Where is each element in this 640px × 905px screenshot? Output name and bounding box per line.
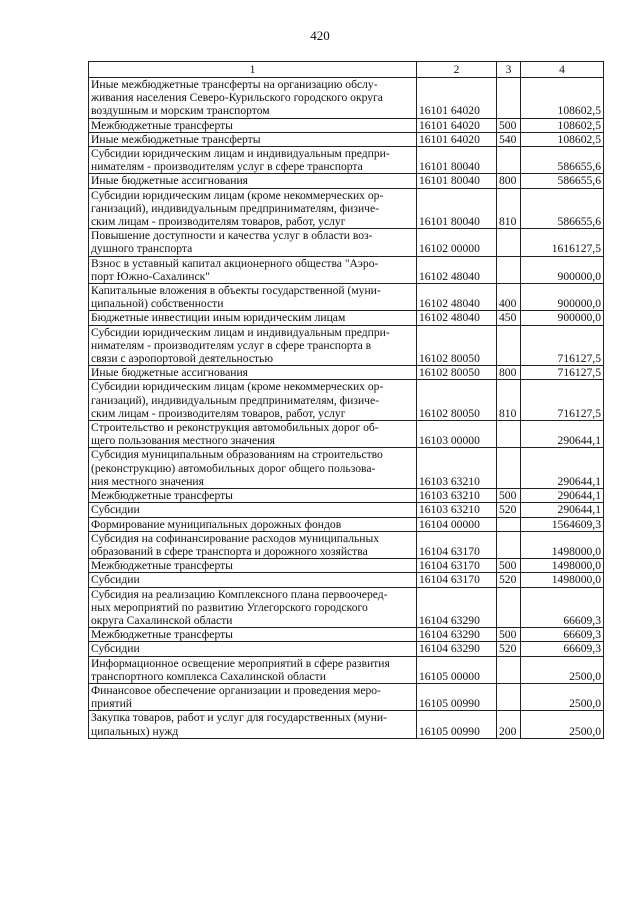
cell-type xyxy=(497,587,521,628)
cell-sum: 2500,0 xyxy=(521,711,604,738)
cell-name: Иные бюджетные ассигнования xyxy=(89,174,417,188)
cell-code: 16105 00990 xyxy=(417,711,497,738)
cell-type: 520 xyxy=(497,503,521,517)
cell-type: 520 xyxy=(497,573,521,587)
cell-code: 16105 00990 xyxy=(417,683,497,710)
cell-name: Иные бюджетные ассигнования xyxy=(89,366,417,380)
table-row xyxy=(89,256,604,283)
cell-code: 16105 00000 xyxy=(417,656,497,683)
page-number: 420 xyxy=(310,28,330,43)
cell-type: 800 xyxy=(497,174,521,188)
table-row xyxy=(89,642,604,656)
cell-name: Субсидии юридическим лицам (кроме некоммерческих ор- ганизаций), индивидуальным предпринимателям, физиче- ским лицам - производителям товаров, работ, услуг xyxy=(89,380,417,421)
table-row xyxy=(89,380,604,421)
cell-type xyxy=(497,656,521,683)
table-row xyxy=(89,366,604,380)
cell-code: 16101 64020 xyxy=(417,132,497,146)
cell-code: 16104 63170 xyxy=(417,531,497,558)
table-row xyxy=(89,573,604,587)
cell-code: 16101 80040 xyxy=(417,174,497,188)
cell-sum: 290644,1 xyxy=(521,448,604,489)
cell-name: Формирование муниципальных дорожных фондов xyxy=(89,517,417,531)
table-row xyxy=(89,711,604,738)
table-row xyxy=(89,587,604,628)
table-header-row xyxy=(89,62,604,78)
cell-code: 16103 63210 xyxy=(417,489,497,503)
table-row xyxy=(89,147,604,174)
cell-code: 16104 63290 xyxy=(417,587,497,628)
cell-name: Информационное освещение мероприятий в сфере развития транспортного комплекса Сахалинской области xyxy=(89,656,417,683)
cell-sum: 1498000,0 xyxy=(521,531,604,558)
table-row xyxy=(89,628,604,642)
cell-name: Повышение доступности и качества услуг в области воз- душного транспорта xyxy=(89,229,417,256)
cell-code: 16102 80050 xyxy=(417,380,497,421)
cell-name: Строительство и реконструкция автомобильных дорог об- щего пользования местного значения xyxy=(89,421,417,448)
cell-name: Межбюджетные трансферты xyxy=(89,489,417,503)
cell-type: 200 xyxy=(497,711,521,738)
cell-type: 500 xyxy=(497,559,521,573)
cell-code: 16102 00000 xyxy=(417,229,497,256)
cell-name: Субсидии xyxy=(89,573,417,587)
table-row xyxy=(89,489,604,503)
cell-name: Взнос в уставный капитал акционерного общества "Аэро- порт Южно-Сахалинск" xyxy=(89,256,417,283)
cell-name: Межбюджетные трансферты xyxy=(89,118,417,132)
cell-name: Субсидии юридическим лицам и индивидуальным предпри- нимателям - производителям услуг в сфере транспорта в связи с аэропортовой деятельностью xyxy=(89,325,417,366)
table-row xyxy=(89,229,604,256)
cell-sum: 716127,5 xyxy=(521,366,604,380)
table-row xyxy=(89,174,604,188)
table-row xyxy=(89,284,604,311)
table-row xyxy=(89,325,604,366)
table-row xyxy=(89,656,604,683)
column-header-code: 2 xyxy=(417,62,497,78)
cell-type: 400 xyxy=(497,284,521,311)
cell-code: 16103 63210 xyxy=(417,448,497,489)
budget-table xyxy=(88,61,604,739)
cell-type xyxy=(497,683,521,710)
cell-name: Субсидии юридическим лицам (кроме некоммерческих ор- ганизаций), индивидуальным предпринимателям, физиче- ским лицам - производителям товаров, работ, услуг xyxy=(89,188,417,229)
cell-type xyxy=(497,517,521,531)
cell-code: 16101 64020 xyxy=(417,78,497,119)
cell-sum: 108602,5 xyxy=(521,132,604,146)
cell-type xyxy=(497,421,521,448)
cell-sum: 1616127,5 xyxy=(521,229,604,256)
cell-sum: 290644,1 xyxy=(521,489,604,503)
table-row xyxy=(89,78,604,119)
cell-type: 520 xyxy=(497,642,521,656)
cell-name: Бюджетные инвестиции иным юридическим лицам xyxy=(89,311,417,325)
table-row xyxy=(89,448,604,489)
cell-sum: 586655,6 xyxy=(521,147,604,174)
cell-code: 16104 63290 xyxy=(417,628,497,642)
cell-type: 810 xyxy=(497,380,521,421)
cell-name: Субсидия на софинансирование расходов муниципальных образований в сфере транспорта и дорожного хозяйства xyxy=(89,531,417,558)
cell-sum: 1564609,3 xyxy=(521,517,604,531)
cell-name: Иные межбюджетные трансферты на организацию обслу- живания населения Северо-Курильского городского округа воздушным и морским транспортом xyxy=(89,78,417,119)
table-row xyxy=(89,118,604,132)
cell-type: 810 xyxy=(497,188,521,229)
cell-type xyxy=(497,531,521,558)
cell-sum: 900000,0 xyxy=(521,284,604,311)
cell-type xyxy=(497,147,521,174)
cell-code: 16104 63170 xyxy=(417,573,497,587)
cell-sum: 108602,5 xyxy=(521,118,604,132)
cell-type: 450 xyxy=(497,311,521,325)
cell-code: 16103 00000 xyxy=(417,421,497,448)
cell-type: 500 xyxy=(497,489,521,503)
cell-name: Закупка товаров, работ и услуг для государственных (муни- ципальных) нужд xyxy=(89,711,417,738)
cell-name: Финансовое обеспечение организации и проведения меро- приятий xyxy=(89,683,417,710)
cell-code: 16101 64020 xyxy=(417,118,497,132)
cell-code: 16103 63210 xyxy=(417,503,497,517)
cell-name: Иные межбюджетные трансферты xyxy=(89,132,417,146)
cell-type xyxy=(497,448,521,489)
cell-type xyxy=(497,229,521,256)
cell-code: 16104 63170 xyxy=(417,559,497,573)
cell-code: 16102 80050 xyxy=(417,325,497,366)
cell-code: 16102 48040 xyxy=(417,256,497,283)
cell-name: Субсидии xyxy=(89,642,417,656)
table-row xyxy=(89,188,604,229)
table-row xyxy=(89,683,604,710)
table-row xyxy=(89,132,604,146)
table-row xyxy=(89,421,604,448)
cell-name: Субсидии xyxy=(89,503,417,517)
cell-sum: 716127,5 xyxy=(521,325,604,366)
cell-type xyxy=(497,78,521,119)
cell-sum: 900000,0 xyxy=(521,311,604,325)
cell-code: 16102 48040 xyxy=(417,284,497,311)
cell-sum: 586655,6 xyxy=(521,174,604,188)
cell-code: 16102 48040 xyxy=(417,311,497,325)
cell-name: Межбюджетные трансферты xyxy=(89,628,417,642)
cell-sum: 66609,3 xyxy=(521,587,604,628)
cell-code: 16102 80050 xyxy=(417,366,497,380)
cell-type: 500 xyxy=(497,628,521,642)
table-body xyxy=(89,78,604,739)
cell-name: Субсидия на реализацию Комплексного плана первоочеред- ных мероприятий по развитию Углегорского городского округа Сахалинской области xyxy=(89,587,417,628)
table-row xyxy=(89,503,604,517)
cell-type xyxy=(497,325,521,366)
cell-sum: 1498000,0 xyxy=(521,573,604,587)
cell-type xyxy=(497,256,521,283)
cell-sum: 108602,5 xyxy=(521,78,604,119)
cell-sum: 2500,0 xyxy=(521,656,604,683)
cell-sum: 2500,0 xyxy=(521,683,604,710)
cell-code: 16104 00000 xyxy=(417,517,497,531)
cell-sum: 290644,1 xyxy=(521,503,604,517)
cell-sum: 716127,5 xyxy=(521,380,604,421)
column-header-sum: 4 xyxy=(521,62,604,78)
table-row xyxy=(89,517,604,531)
cell-name: Субсидия муниципальным образованиям на строительство (реконструкцию) автомобильных дорог общего пользова- ния местного значения xyxy=(89,448,417,489)
table-row xyxy=(89,531,604,558)
cell-sum: 900000,0 xyxy=(521,256,604,283)
column-header-name: 1 xyxy=(89,62,417,78)
cell-sum: 290644,1 xyxy=(521,421,604,448)
cell-code: 16101 80040 xyxy=(417,188,497,229)
cell-name: Капитальные вложения в объекты государственной (муни- ципальной) собственности xyxy=(89,284,417,311)
cell-sum: 1498000,0 xyxy=(521,559,604,573)
cell-sum: 66609,3 xyxy=(521,642,604,656)
cell-sum: 66609,3 xyxy=(521,628,604,642)
cell-name: Субсидии юридическим лицам и индивидуальным предпри- нимателям - производителям услуг в сфере транспорта xyxy=(89,147,417,174)
cell-type: 500 xyxy=(497,118,521,132)
table-row xyxy=(89,311,604,325)
cell-code: 16104 63290 xyxy=(417,642,497,656)
cell-name: Межбюджетные трансферты xyxy=(89,559,417,573)
column-header-type: 3 xyxy=(497,62,521,78)
cell-sum: 586655,6 xyxy=(521,188,604,229)
table-row xyxy=(89,559,604,573)
cell-type: 540 xyxy=(497,132,521,146)
cell-type: 800 xyxy=(497,366,521,380)
cell-code: 16101 80040 xyxy=(417,147,497,174)
